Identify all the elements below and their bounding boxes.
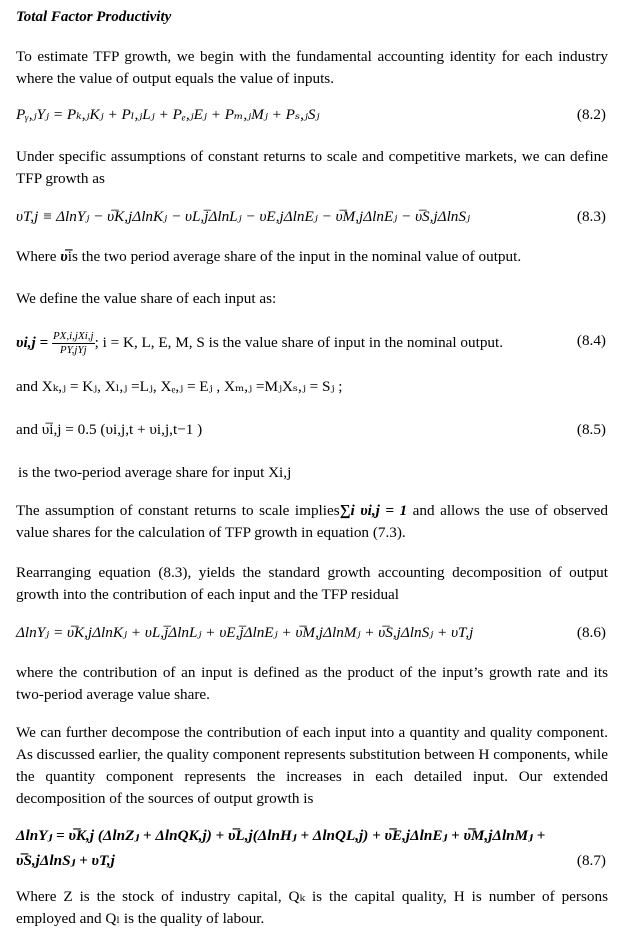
equation-input-definitions [16,376,608,400]
equation-8-5-formula: and υ̅i,j = 0.5 (υi,j,t + υi,j,t−1 ) [16,421,203,438]
equation-8-7 [16,825,608,875]
section-title: Total Factor Productivity [16,9,172,25]
average-share-text: is the two period average share of the input in the nominal value of output. [67,248,522,265]
equation-8-6 [16,622,608,646]
equation-8-5 [16,419,608,443]
equation-8-5-number: (8.5) [576,421,606,438]
paragraph-average-share [16,246,608,268]
constant-returns-text: and allows the use of observed value shares for the calculation of TFP growth in equation (7.3). [16,502,609,541]
equation-8-2-number: (8.2) [576,106,606,123]
paragraph-rearranging: Rearranging equation (8.3), yields the standard growth accounting decomposition of output growth into the contribution of each input and the TFP residual [16,564,608,603]
equation-8-7-line-1: ΔlnYⱼ = υ̅K,j (ΔlnZⱼ + ΔlnQK,j) + υ̅L,j(ΔlnHⱼ + ΔlnQL,j) + υ̅E,jΔlnEⱼ + υ̅M,jΔlnMⱼ + [16,827,546,844]
equation-8-4-text: ; i = K, L, E, M, S is the value share of input in the nominal output. [94,333,504,351]
equation-8-3-number: (8.3) [576,208,606,225]
equation-8-7-number: (8.7) [576,852,606,869]
paragraph-constant-returns [16,500,608,544]
paragraph-two-period-share: is the two-period average share for input Xi,j [18,464,292,481]
equation-8-4 [16,326,608,356]
equation-8-6-formula: ΔlnYⱼ = υ̅K,jΔlnKⱼ + υL,j̅ΔlnLⱼ + υE,j̅ΔlnEⱼ + υ̅M,jΔlnMⱼ + υ̅S,jΔlnSⱼ + υT,j [16,624,474,641]
average-share-symbol: υ̅ [60,248,68,265]
equation-8-6-number: (8.6) [576,624,606,641]
average-share-lead: Where [16,248,61,265]
constant-returns-lead: The assumption of constant returns to scale implies [16,502,340,519]
equation-8-7-line-2: υ̅S,jΔlnSⱼ + υT,j [16,852,115,869]
equation-8-2 [16,104,608,128]
equation-8-4-numerator: PX,i,jXi,j [52,330,94,342]
equation-8-4-number: (8.4) [576,332,606,349]
equation-8-2-formula: Pᵧ,ⱼYⱼ = Pₖ,ⱼKⱼ + Pₗ,ⱼLⱼ + Pₑ,ⱼEⱼ + Pₘ,ⱼMⱼ + Pₛ,ⱼSⱼ [16,106,320,123]
paragraph-definitions: Where Z is the stock of industry capital, Qₖ is the capital quality, H is number of persons employed and Qₗ is the quality of labour. [16,888,608,927]
equation-8-4-lhs: υi,j = [16,333,49,351]
equation-8-4-fraction [52,330,95,357]
input-definitions-text: and Xₖ,ⱼ = Kⱼ, Xₗ,ⱼ =Lⱼ, Xₑ,ⱼ = Eⱼ , Xₘ,ⱼ =MⱼXₛ,ⱼ = Sⱼ ; [16,378,343,395]
paragraph-intro: To estimate TFP growth, we begin with the fundamental accounting identity for each industry where the value of output equals the value of inputs. [16,48,608,87]
equation-8-3-formula: υT,j ≡ ΔlnYⱼ − υ̅K,jΔlnKⱼ − υL,j̅ΔlnLⱼ − υE,jΔlnEⱼ − υ̅M,jΔlnEⱼ − υ̅S,jΔlnSⱼ [16,208,470,225]
paragraph-assumptions: Under specific assumptions of constant returns to scale and competitive markets, we can define TFP growth as [16,148,608,187]
constant-returns-formula: ∑i υi,j = 1 [339,502,408,519]
paragraph-contribution: where the contribution of an input is defined as the product of the input’s growth rate and its two-period average value share. [16,664,608,703]
equation-8-4-denominator: PY,jYj [59,344,87,356]
paragraph-decomposition: We can further decompose the contribution of each input into a quantity and quality component. As discussed earlier, the quality component represents substitution between H components, while the quantity component represents the increases in each detailed input. Our extended decomposition of the sources of output growth is [16,724,608,807]
equation-8-3 [16,206,608,230]
paragraph-value-share: We define the value share of each input as: [16,290,277,307]
equation-8-4-formula [16,330,503,357]
